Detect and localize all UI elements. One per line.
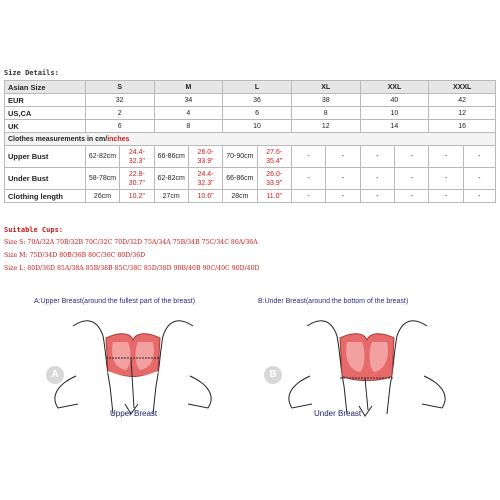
size-header: S (85, 81, 154, 94)
row-label: Clothing length (5, 190, 86, 203)
row-label: EUR (5, 94, 86, 107)
table-cell: - (360, 146, 394, 168)
table-cell: - (429, 190, 463, 203)
table-cell: 42 (429, 94, 496, 107)
eur-row (5, 94, 496, 107)
table-cell: - (463, 190, 495, 203)
table-cell: 26cm (85, 190, 119, 203)
figure-b-caption: B:Under Breast(around the bottom of the breast) (258, 298, 409, 305)
asian-size-row (5, 81, 496, 94)
table-cell: 26.0-33.9" (188, 146, 222, 168)
size-header: XL (291, 81, 360, 94)
table-cell: 10.6" (188, 190, 222, 203)
clothes-measurements-label (5, 133, 496, 146)
table-cell: 32 (85, 94, 154, 107)
size-header: XXXL (429, 81, 496, 94)
table-cell: 14 (360, 120, 429, 133)
figure-a-label: Upper Breast (110, 409, 158, 418)
table-cell: - (360, 168, 394, 190)
table-cell: 36 (223, 94, 292, 107)
table-cell: 12 (291, 120, 360, 133)
table-cell: - (291, 190, 325, 203)
under-breast-illustration (252, 296, 482, 426)
row-label: UK (5, 120, 86, 133)
cup-line-size-l: Size L: 80D/36D 85A/38A 85B/38B 85C/38C 85D/38D 90B/40B 90C/40C 90D/40D (4, 265, 260, 272)
figure-a-caption: A:Upper Breast(around the fullest part of the breast) (34, 298, 196, 305)
cup-line-size-s: Size S: 70A/32A 70B/32B 70C/32C 70D/32D 75A/34A 75B/34B 75C/34C 80A/36A (4, 239, 258, 246)
table-cell: 28cm (223, 190, 257, 203)
table-cell: 6 (85, 120, 154, 133)
figure-a-badge: A (46, 366, 64, 384)
size-header: M (154, 81, 223, 94)
table-cell: - (291, 168, 325, 190)
table-cell: 4 (154, 107, 223, 120)
figure-b-label: Under Breast (314, 409, 362, 418)
row-label: Under Bust (5, 168, 86, 190)
table-cell: 62-82cm (154, 168, 188, 190)
table-cell: 40 (360, 94, 429, 107)
under-bust-row (5, 168, 496, 190)
table-cell: - (360, 190, 394, 203)
table-cell: 62-82cm (85, 146, 119, 168)
table-cell: - (394, 190, 428, 203)
clothing-length-row (5, 190, 496, 203)
upper-bust-row (5, 146, 496, 168)
table-cell: 70-90cm (223, 146, 257, 168)
table-cell: 66-86cm (223, 168, 257, 190)
table-cell: - (394, 146, 428, 168)
table-cell: 22.8-30.7" (120, 168, 154, 190)
cup-line-size-m: Size M: 75D/34D 80B/36B 80C/36C 80D/36D (4, 252, 146, 259)
size-header: L (223, 81, 292, 94)
table-cell: - (326, 146, 360, 168)
table-cell: 27.6-35.4" (257, 146, 291, 168)
table-cell: 10 (223, 120, 292, 133)
clothes-label-cm: Clothes measurements in cm/ (8, 135, 108, 143)
us-ca-row (5, 107, 496, 120)
clothes-measurements-row (5, 133, 496, 146)
clothes-label-inches: inches (107, 135, 130, 143)
figure-b-badge: B (264, 366, 282, 384)
row-label: US,CA (5, 107, 86, 120)
table-cell: 24.4-32.3" (120, 146, 154, 168)
size-details-label: Size Details: (4, 69, 59, 77)
table-cell: - (463, 168, 495, 190)
suitable-cups-title: Suitable Cups: (4, 226, 64, 234)
table-cell: - (326, 168, 360, 190)
uk-row (5, 120, 496, 133)
table-cell: 34 (154, 94, 223, 107)
table-cell: 24.4-32.3" (188, 168, 222, 190)
table-cell: 8 (291, 107, 360, 120)
table-cell: 12 (429, 107, 496, 120)
upper-breast-illustration (18, 296, 248, 426)
table-cell: - (429, 146, 463, 168)
table-cell: 26.0-33.9" (257, 168, 291, 190)
table-cell: - (394, 168, 428, 190)
table-cell: 6 (223, 107, 292, 120)
table-cell: 11.0" (257, 190, 291, 203)
table-cell: 10.2" (120, 190, 154, 203)
table-cell: 16 (429, 120, 496, 133)
row-label: Upper Bust (5, 146, 86, 168)
table-cell: 10 (360, 107, 429, 120)
table-cell: 38 (291, 94, 360, 107)
table-cell: - (463, 146, 495, 168)
table-cell: 8 (154, 120, 223, 133)
table-cell: 58-78cm (85, 168, 119, 190)
table-cell: - (429, 168, 463, 190)
table-cell: 2 (85, 107, 154, 120)
table-cell: - (291, 146, 325, 168)
table-cell: - (326, 190, 360, 203)
table-cell: 27cm (154, 190, 188, 203)
table-cell: 66-86cm (154, 146, 188, 168)
row-label: Asian Size (5, 81, 86, 94)
size-table (4, 80, 496, 203)
size-header: XXL (360, 81, 429, 94)
